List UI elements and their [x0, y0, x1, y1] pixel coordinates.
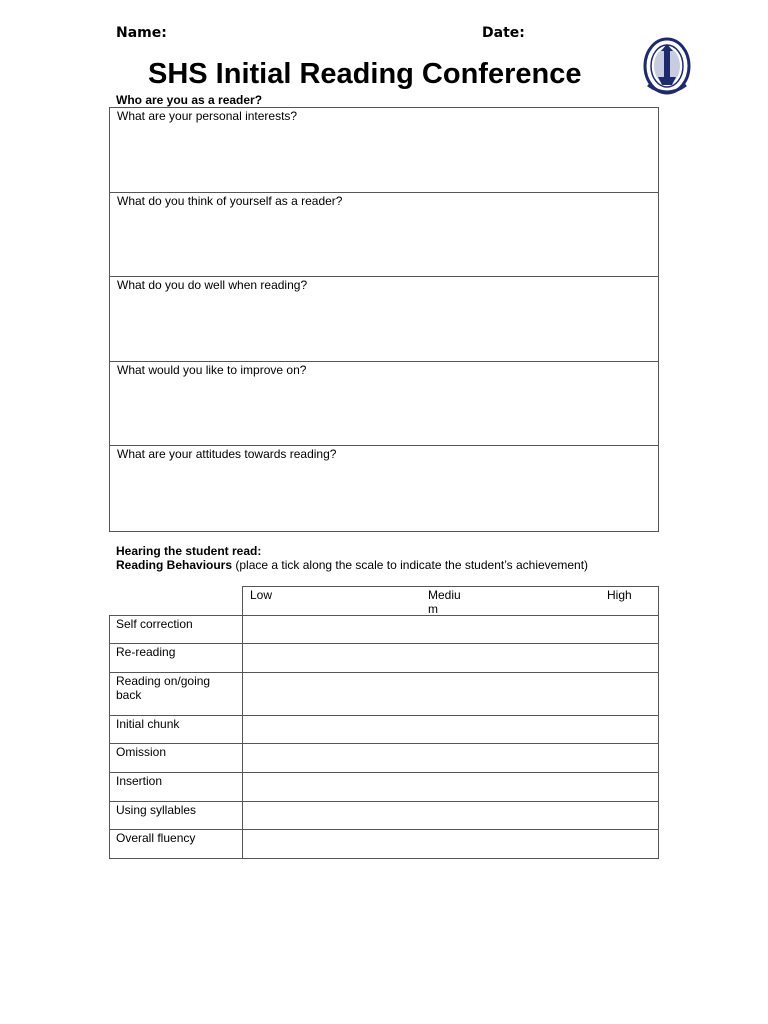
behaviour-label: Omission: [110, 744, 243, 773]
behaviour-label: Initial chunk: [110, 715, 243, 744]
scale-low-label: Low: [250, 588, 273, 602]
behaviour-label: Re-reading: [110, 644, 243, 673]
question-label: What are your personal interests?: [117, 109, 298, 123]
section-heading-reader: Who are you as a reader?: [116, 93, 263, 107]
behaviour-label: Reading on/going back: [110, 672, 243, 715]
scale-cell-self-correction[interactable]: [243, 615, 659, 644]
behaviour-label: Using syllables: [110, 801, 243, 830]
question-label: What do you think of yourself as a reader?: [117, 193, 343, 208]
reading-behaviours-instructions: [116, 558, 588, 572]
scale-cell-reading-on[interactable]: [243, 672, 659, 715]
question-row-improve[interactable]: [110, 362, 658, 447]
scale-cell-omission[interactable]: [243, 744, 659, 773]
question-label: What do you do well when reading?: [117, 278, 308, 293]
reading-behaviours-table: [109, 586, 659, 859]
scale-cell-insertion[interactable]: [243, 772, 659, 801]
question-row-attitudes[interactable]: [110, 446, 658, 531]
question-row-interests[interactable]: [110, 108, 658, 193]
scale-cell-fluency[interactable]: [243, 830, 659, 859]
question-row-self-view[interactable]: [110, 193, 658, 278]
name-label: Name:: [116, 25, 167, 41]
reader-questions-table: [109, 107, 659, 532]
date-label: Date:: [482, 25, 525, 41]
blank-header-cell: [110, 587, 243, 616]
question-label: What are your attitudes towards reading?: [117, 447, 337, 462]
school-crest-icon: [642, 37, 692, 97]
scale-header: [243, 587, 659, 616]
scale-cell-initial-chunk[interactable]: [243, 715, 659, 744]
behaviour-label: Insertion: [110, 772, 243, 801]
scale-cell-syllables[interactable]: [243, 801, 659, 830]
question-row-strengths[interactable]: [110, 277, 658, 362]
scale-medium-label: Mediu m: [428, 588, 461, 616]
page-title: SHS Initial Reading Conference: [148, 58, 582, 90]
question-label: What would you like to improve on?: [117, 362, 307, 377]
scale-cell-re-reading[interactable]: [243, 644, 659, 673]
instruction-text: (place a tick along the scale to indicate the student’s achievement): [232, 558, 589, 572]
section-heading-hearing: Hearing the student read:: [116, 544, 262, 558]
reading-behaviours-title: Reading Behaviours: [116, 558, 233, 572]
behaviour-label: Self correction: [110, 615, 243, 644]
scale-high-label: High: [607, 588, 632, 602]
behaviour-label: Overall fluency: [110, 830, 243, 859]
